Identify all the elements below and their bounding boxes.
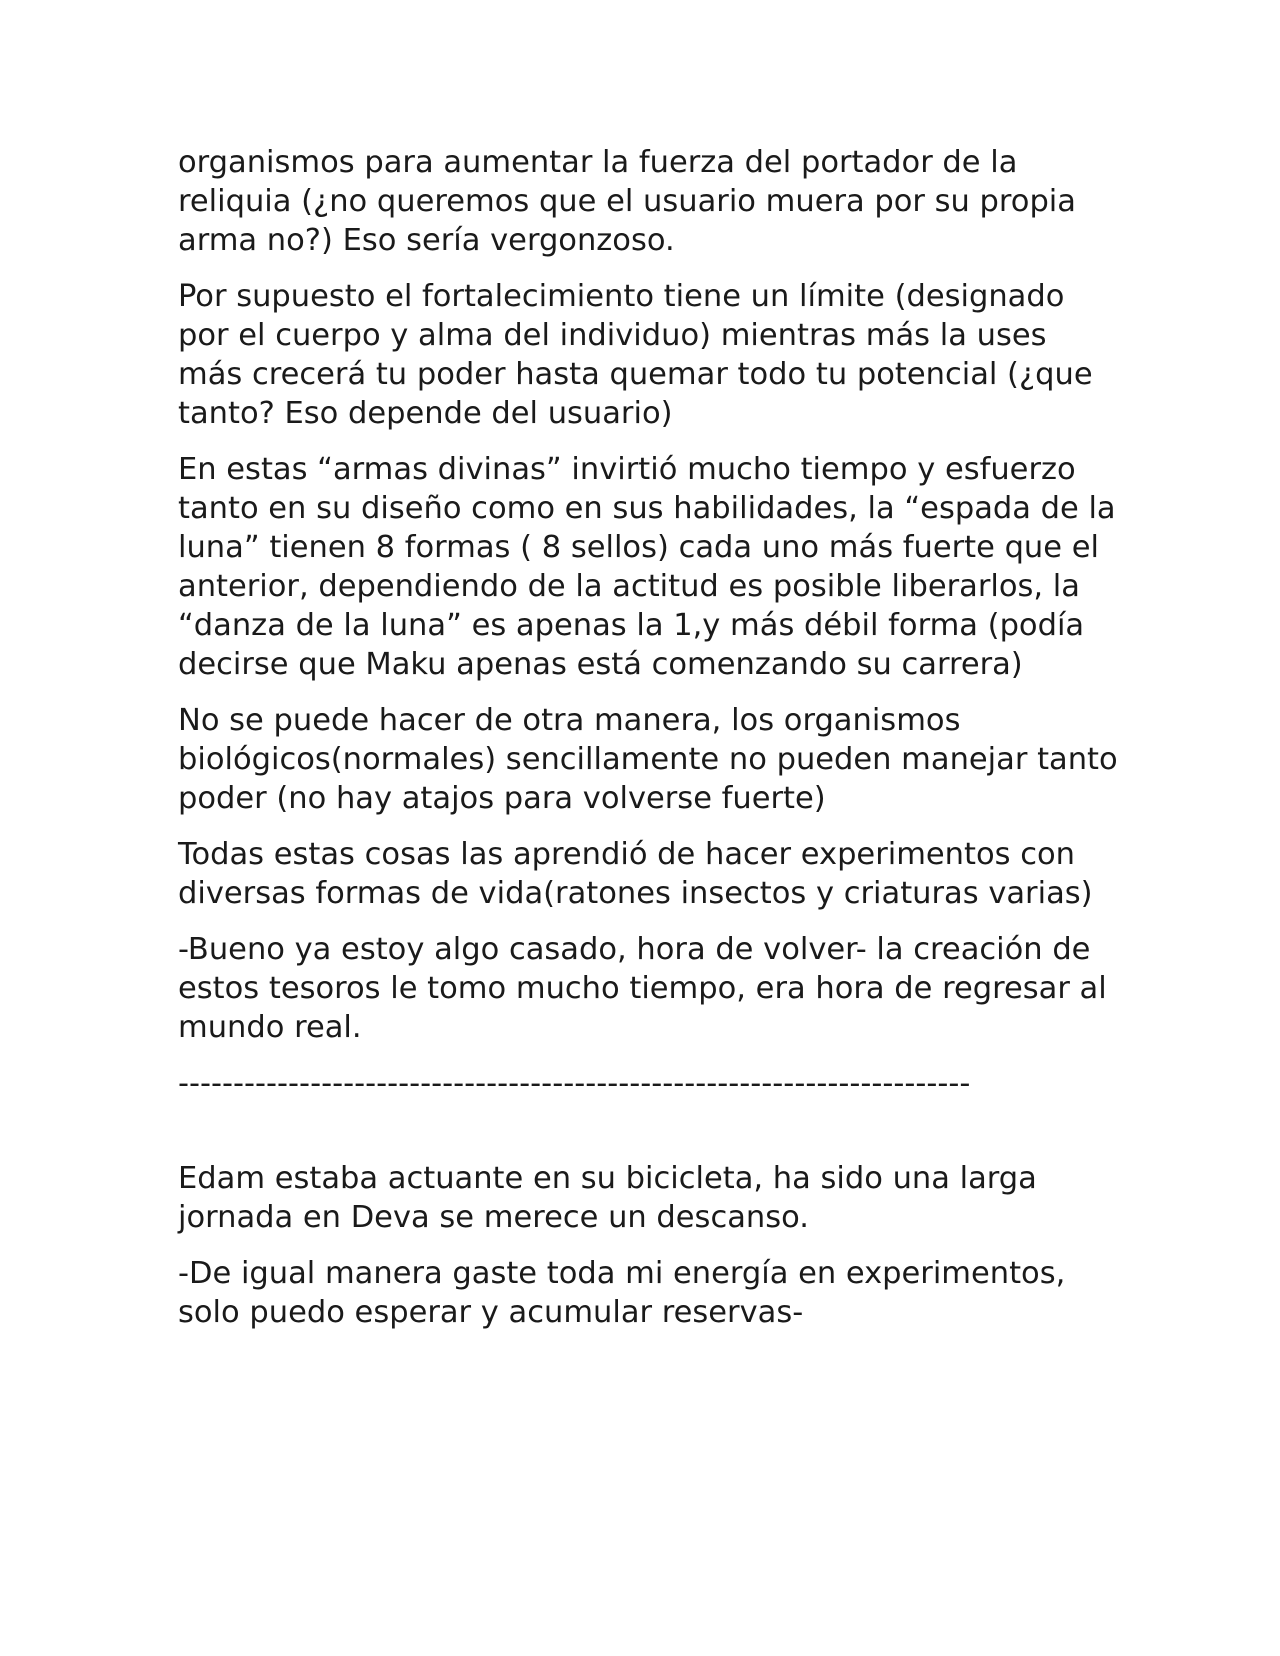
paragraph: Todas estas cosas las aprendió de hacer experimentos con diversas formas de vida(ratones insectos y criaturas varias) xyxy=(178,837,1093,911)
blank-line xyxy=(178,1103,1118,1159)
section-separator: ------------------------------------------------------------------------ xyxy=(178,1066,971,1101)
paragraph: En estas “armas divinas” invirtió mucho tiempo y esfuerzo tanto en su diseño como en sus habilidades, la “espada de la luna” tienen 8 formas ( 8 sellos) cada uno más fuerte que el anterior, dependiendo de la actitud es posible liberarlos, la “danza de la luna” es apenas la 1,y más débil forma (podía decirse que Maku apenas está comenzando su carrera) xyxy=(178,452,1116,682)
paragraph: No se puede hacer de otra manera, los organismos biológicos(normales) sencillamente no pueden manejar tanto poder (no hay atajos para volverse fuerte) xyxy=(178,703,1118,816)
document-page xyxy=(178,143,1118,1349)
paragraph: Por supuesto el fortalecimiento tiene un límite (designado por el cuerpo y alma del individuo) mientras más la uses más crecerá tu poder hasta quemar todo tu potencial (¿que tanto? Eso depende del usuario) xyxy=(178,279,1093,431)
paragraph: -Bueno ya estoy algo casado, hora de volver- la creación de estos tesoros le tomo mucho tiempo, era hora de regresar al mundo real. xyxy=(178,932,1107,1045)
paragraph: organismos para aumentar la fuerza del portador de la reliquia (¿no queremos que el usuario muera por su propia arma no?) Eso sería vergonzoso. xyxy=(178,145,1076,258)
paragraph: -De igual manera gaste toda mi energía en experimentos, solo puedo esperar y acumular reservas- xyxy=(178,1256,1066,1330)
paragraph: Edam estaba actuante en su bicicleta, ha sido una larga jornada en Deva se merece un descanso. xyxy=(178,1161,1037,1235)
